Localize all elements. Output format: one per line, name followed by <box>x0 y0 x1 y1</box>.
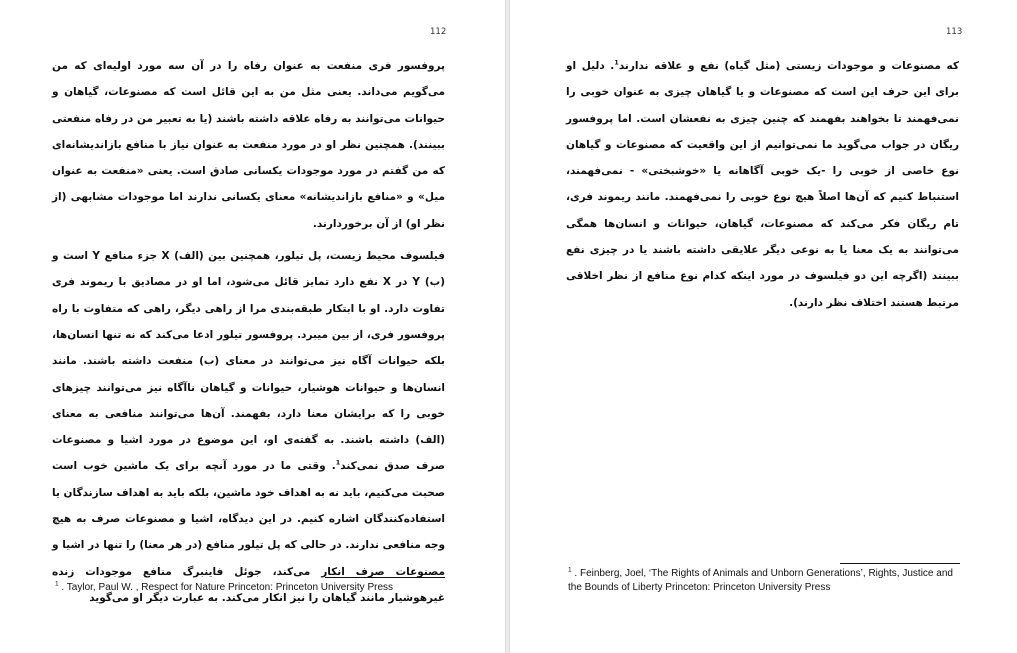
footnote-text: . Feinberg, Joel, ‘The Rights of Animals and Unborn Generations’, Rights, Justice and the Bounds of Liberty Princeton: Princeton University Press <box>568 568 953 593</box>
book-gutter <box>505 0 510 653</box>
footnote-reference: 1 <box>335 458 341 467</box>
paragraph: پروفسور فری منفعت به عنوان رفاه را در آن سه مورد اولیه‌ای که من می‌گویم می‌داند. یعنی مثل من به این قائل است که مصنوعات، گیاهان و حیوانات می‌توانند به رفاه علاقه داشته باشند (یا به تعبیر من در رفاه منفعتی ببینند). همچنین نظر او در مورد منفعت به عنوان نیاز با منافع بازاندیشانه‌ای که من گفتم در مورد موجودات یکسانی صادق است. یعنی «منفعت به عنوان میل» و «منافع بازاندیشانه» معنای یکسانی ندارند اما موجودات مشابهی (از نظر او) از آن برخوردارند. <box>52 60 445 230</box>
footnote-separator <box>325 577 445 578</box>
footnote-text: . Taylor, Paul W. , Respect for Nature Princeton: Princeton University Press <box>61 582 394 593</box>
page-113 <box>510 0 1017 653</box>
paragraph-text: . دلیل او برای این حرف این است که مصنوعات و یا گیاهان چیزی به عنوان خوبی را نمی‌فهمند تا بخواهند بفهمند که چنین چیزی به نفعشان است. اما پروفسور ریگان در جواب می‌گوید ما نمی‌توانیم از این واقعیت که مصنوعات و گیاهان نوع خاصی از خوبی را -یک خوبی آگاهانه یا «خوشبختی» - نمی‌فهمند، استنباط کنیم که آن‌ها اصلاً هیچ نوع خوبی را نمی‌فهمند. مانند ریموند فری، تام ریگان فکر می‌کند که مصنوعات، گیاهان، حیوانات و انسان‌ها همگی می‌توانند به یک معنا یا به نوعی دیگر علایقی داشته باشند یا در چیزی نفع ببینند (اگرچه این دو فیلسوف در مورد اینکه کدام نوع منافع از نظر اخلاقی مرتبط هستند اختلاف نظر دارند). <box>566 60 959 309</box>
paragraph-text: که مصنوعات و موجودات زیستی (مثل گیاه) نفع و علاقه ندارند <box>618 60 959 72</box>
footnote-marker: 1 <box>568 566 572 574</box>
paragraph-text: . وقتی ما در مورد آنچه برای یک ماشین خوب است صحبت می‌کنیم، باید نه به اهداف خود ماشین، بلکه باید به اهداف سازندگان یا استفاده‌کنندگان اشاره کنیم. در این دیدگاه، اشیا و مصنوعات صرف به هیچ وجه منافعی ندارند. در حالی که پل تیلور منافع (در هر معنا) را تنها در اشیا و مصنوعات صرف انکار می‌کند، جوئل فاینبرگ منافع موجودات زنده غیرهوشیار مانند گیاهان را نیز انکار می‌کند. به عبارت دیگر او می‌گوید <box>52 460 445 604</box>
footnote-reference: 1 <box>614 58 619 67</box>
footnote <box>568 567 963 595</box>
footnote-separator <box>840 563 960 564</box>
page-112 <box>0 0 505 653</box>
page-number: 112 <box>430 27 447 37</box>
page-number: 113 <box>946 27 963 37</box>
footnote-marker: 1 <box>55 580 59 588</box>
page-body-text <box>566 53 959 316</box>
footnote <box>55 581 455 595</box>
page-body-text <box>52 53 445 611</box>
paragraph-text: فیلسوف محیط زیست، پل تیلور، همچنین بین (الف) X جزء منافع Y است و (ب) Y در X نفع دارد تمایز قائل می‌شود، اما او در مصادیق با ریموند فری تفاوت دارد. او با ابتکار طبقه‌بندی مرا از راهی دیگر، راهی که متفاوت با راه پروفسور فری، از بین میبرد. پروفسور تیلور ادعا می‌کند که نه تنها انسان‌ها، بلکه حیوانات آگاه نیز می‌توانند در معنای (ب) منفعت داشته باشند. مانند انسان‌ها و حیوانات هوشیار، حیوانات و گیاهان ناآگاه نیز می‌توانند چیزهای خوبی را که برایشان معنا دارد، بفهمند. آن‌ها می‌توانند منافعی به معنای (الف) داشته باشند. به گفته‌ی او، این موضوع در مورد اشیا و مصنوعات صرف صدق نمی‌کند <box>52 250 445 473</box>
paragraph <box>52 243 445 611</box>
paragraph <box>566 53 959 316</box>
